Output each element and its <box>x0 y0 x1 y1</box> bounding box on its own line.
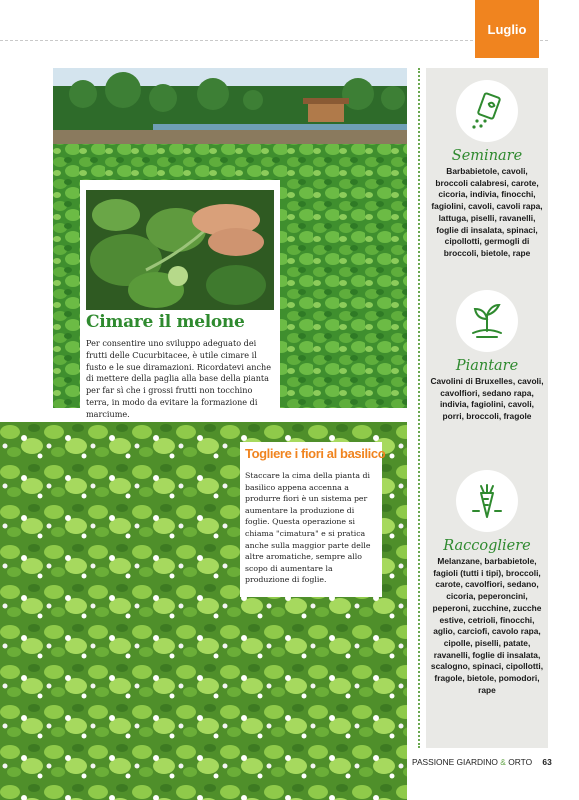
basil-article-body: Staccare la cima della pianta di basilico appena accenna a produrre fiori è un sistema per aumentare la produzione di foglie. Questa operazione si chiama "cimatura" e si pratica anche sulla maggior parte delle altre aromatiche, sempre allo scopo di aumentare la produzione di foglie. <box>245 471 371 585</box>
magazine-name-part1: PASSIONE GIARDINO <box>412 757 498 767</box>
basil-article-title: Togliere i fiori al basilico <box>245 446 386 461</box>
month-tab <box>475 0 539 58</box>
section-seminare <box>426 80 548 260</box>
raccogliere-title: Raccogliere <box>443 538 531 554</box>
piantare-text: Cavolini di Bruxelles, cavoli, cavolfiori, sedano rapa, indivia, fagiolini, cavoli, porri, broccoli, fragole <box>430 376 544 422</box>
dotted-divider <box>418 68 420 748</box>
section-raccogliere <box>426 470 548 696</box>
month-label: Luglio <box>487 21 527 37</box>
magazine-name-part2: ORTO <box>508 757 533 767</box>
basil-article-card <box>240 442 386 597</box>
magazine-ampersand: & <box>500 757 506 767</box>
melon-article-card <box>80 180 280 419</box>
melon-article-title: Cimare il melone <box>86 312 245 332</box>
raccogliere-text: Melanzane, barbabietole, fagioli (tutti i tipi), broccoli, carote, cavolfiori, sedano, cicoria, peperoncini, peperoni, zucchine, zucche estive, cetrioli, finocchi, aglio, carciofi, cavolo rapa, cipolle, piselli, patate, ravanelli, foglie di insalata, scalogno, spinaci, cipollotti, fragole, bietole, pomodori, rape <box>430 556 544 695</box>
seminare-title: Seminare <box>451 148 523 164</box>
piantare-title: Piantare <box>455 358 519 374</box>
page-number: 63 <box>542 757 552 767</box>
melon-pruning-photo <box>86 190 274 310</box>
seminare-text: Barbabietole, cavoli, broccoli calabresi, carote, cicoria, indivia, finocchi, fagiolini, cavoli, cavoli rapa, lattuga, piselli, ravanelli, foglie di insalata, spinaci, cipollotti, germogli di broccoli, bietole, rape <box>431 166 543 258</box>
seed-packet-icon <box>456 80 518 142</box>
top-dashed-rule <box>0 40 548 42</box>
seedling-icon <box>456 290 518 352</box>
section-piantare <box>426 290 548 423</box>
melon-article-body: Per consentire uno sviluppo adeguato dei frutti delle Cucurbitacee, è utile cimare il fusto e le sue diramazioni. Ricordatevi anche di mettere della paglia alla base della pianta per far sì che i grossi frutti non tocchino terra, in modo da evitare la formazione di marciume. <box>86 338 272 419</box>
page-footer <box>412 757 552 767</box>
carrot-icon <box>456 470 518 532</box>
